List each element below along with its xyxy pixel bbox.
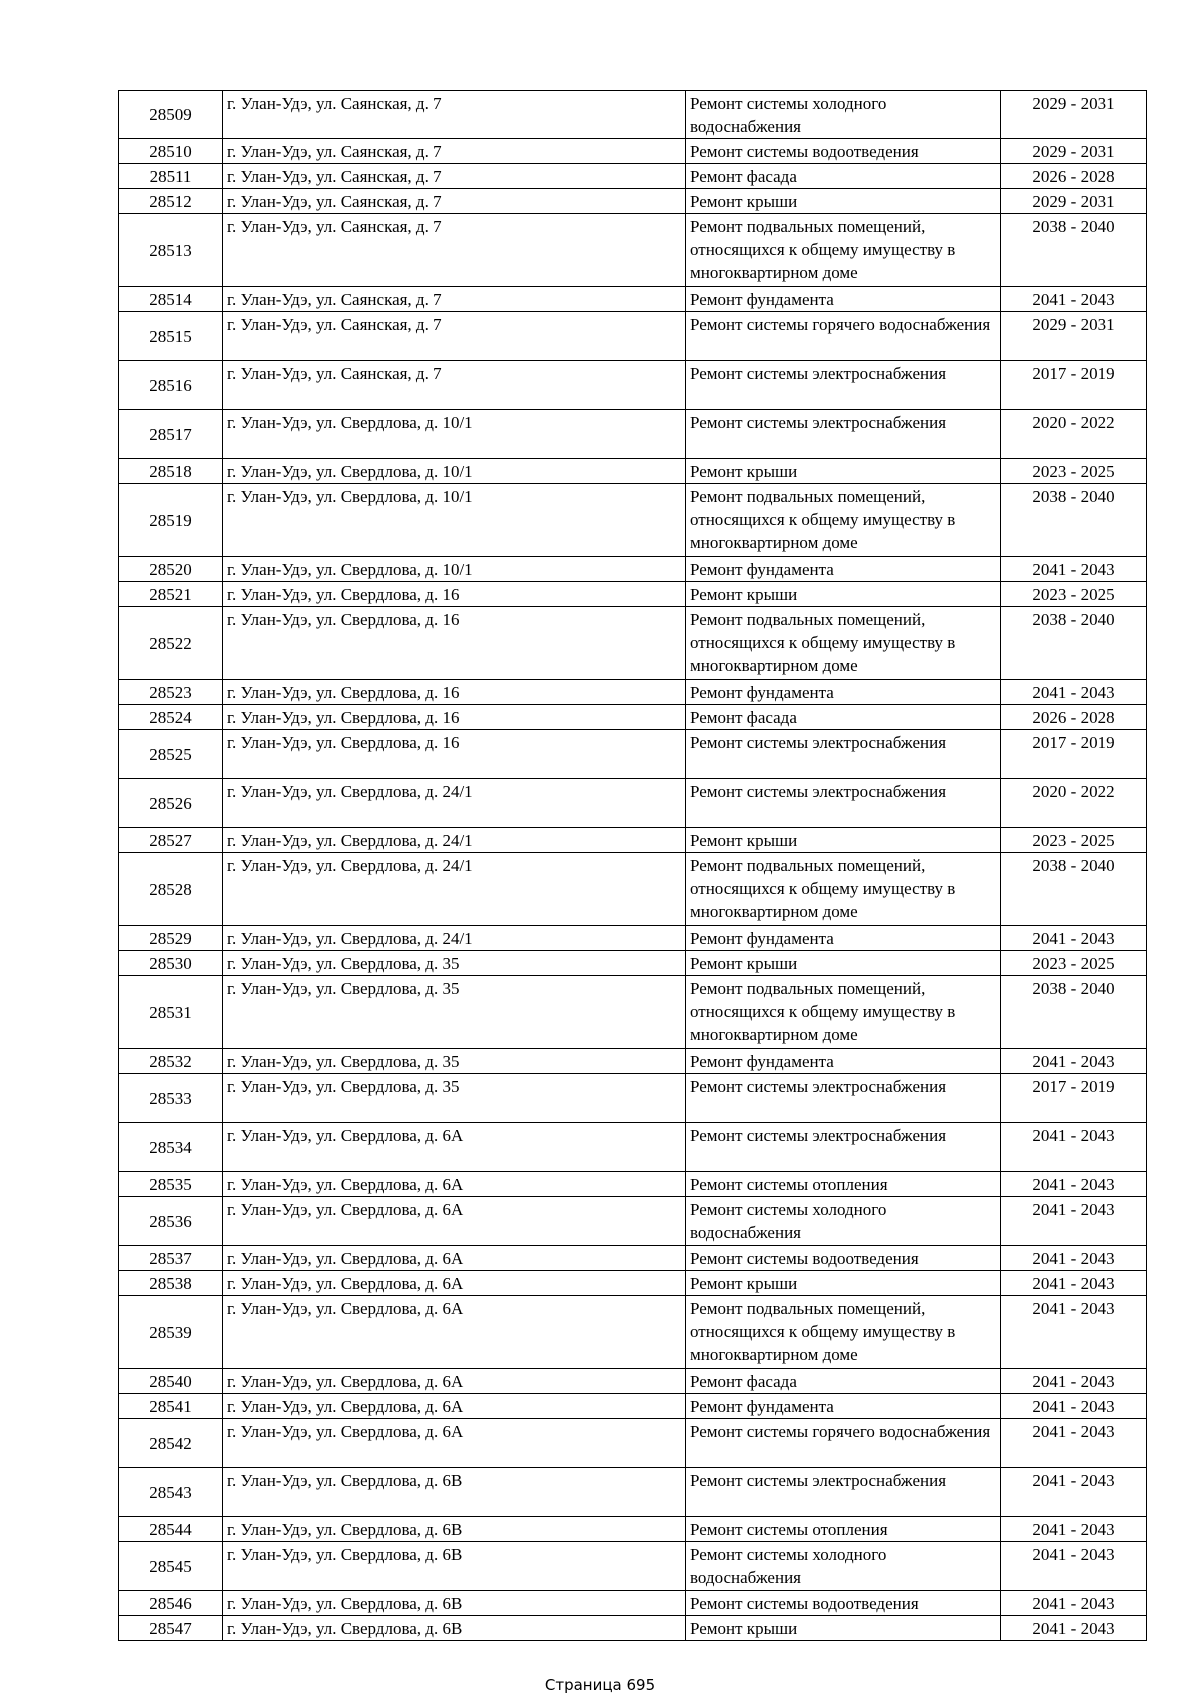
address-cell: г. Улан-Удэ, ул. Свердлова, д. 35 bbox=[223, 951, 686, 976]
row-number: 28526 bbox=[119, 779, 223, 828]
period-cell: 2041 - 2043 bbox=[1001, 1517, 1147, 1542]
work-type-cell: Ремонт системы электроснабжения bbox=[686, 1468, 1001, 1517]
address-cell: г. Улан-Удэ, ул. Саянская, д. 7 bbox=[223, 139, 686, 164]
table-row bbox=[119, 1591, 1147, 1616]
address-cell: г. Улан-Удэ, ул. Саянская, д. 7 bbox=[223, 214, 686, 287]
period-cell: 2041 - 2043 bbox=[1001, 1271, 1147, 1296]
row-number: 28544 bbox=[119, 1517, 223, 1542]
table-row bbox=[119, 730, 1147, 779]
work-type-cell: Ремонт системы водоотведения bbox=[686, 1246, 1001, 1271]
table-row bbox=[119, 976, 1147, 1049]
work-type-cell: Ремонт крыши bbox=[686, 1616, 1001, 1641]
table-row bbox=[119, 1246, 1147, 1271]
work-type-cell: Ремонт подвальных помещений, относящихся к общему имуществу в многоквартирном доме bbox=[686, 607, 1001, 680]
row-number: 28515 bbox=[119, 312, 223, 361]
address-cell: г. Улан-Удэ, ул. Свердлова, д. 6А bbox=[223, 1123, 686, 1172]
address-cell: г. Улан-Удэ, ул. Свердлова, д. 10/1 bbox=[223, 410, 686, 459]
table-row bbox=[119, 214, 1147, 287]
address-cell: г. Улан-Удэ, ул. Свердлова, д. 6В bbox=[223, 1542, 686, 1591]
row-number: 28543 bbox=[119, 1468, 223, 1517]
row-number: 28513 bbox=[119, 214, 223, 287]
period-cell: 2038 - 2040 bbox=[1001, 976, 1147, 1049]
address-cell: г. Улан-Удэ, ул. Свердлова, д. 6А bbox=[223, 1296, 686, 1369]
work-type-cell: Ремонт системы горячего водоснабжения bbox=[686, 1419, 1001, 1468]
row-number: 28546 bbox=[119, 1591, 223, 1616]
table-row bbox=[119, 1049, 1147, 1074]
work-type-cell: Ремонт системы электроснабжения bbox=[686, 779, 1001, 828]
repair-schedule-table bbox=[118, 90, 1147, 1641]
period-cell: 2041 - 2043 bbox=[1001, 1197, 1147, 1246]
table-row bbox=[119, 312, 1147, 361]
period-cell: 2023 - 2025 bbox=[1001, 951, 1147, 976]
address-cell: г. Улан-Удэ, ул. Свердлова, д. 10/1 bbox=[223, 557, 686, 582]
table-row bbox=[119, 951, 1147, 976]
row-number: 28541 bbox=[119, 1394, 223, 1419]
address-cell: г. Улан-Удэ, ул. Свердлова, д. 16 bbox=[223, 582, 686, 607]
address-cell: г. Улан-Удэ, ул. Свердлова, д. 6А bbox=[223, 1271, 686, 1296]
period-cell: 2020 - 2022 bbox=[1001, 779, 1147, 828]
period-cell: 2023 - 2025 bbox=[1001, 828, 1147, 853]
row-number: 28523 bbox=[119, 680, 223, 705]
row-number: 28522 bbox=[119, 607, 223, 680]
row-number: 28540 bbox=[119, 1369, 223, 1394]
period-cell: 2029 - 2031 bbox=[1001, 91, 1147, 139]
work-type-cell: Ремонт крыши bbox=[686, 459, 1001, 484]
row-number: 28516 bbox=[119, 361, 223, 410]
work-type-cell: Ремонт системы электроснабжения bbox=[686, 1123, 1001, 1172]
period-cell: 2038 - 2040 bbox=[1001, 484, 1147, 557]
address-cell: г. Улан-Удэ, ул. Свердлова, д. 6В bbox=[223, 1616, 686, 1641]
row-number: 28517 bbox=[119, 410, 223, 459]
row-number: 28534 bbox=[119, 1123, 223, 1172]
row-number: 28545 bbox=[119, 1542, 223, 1591]
work-type-cell: Ремонт фундамента bbox=[686, 680, 1001, 705]
address-cell: г. Улан-Удэ, ул. Свердлова, д. 6В bbox=[223, 1517, 686, 1542]
work-type-cell: Ремонт фундамента bbox=[686, 287, 1001, 312]
period-cell: 2041 - 2043 bbox=[1001, 680, 1147, 705]
period-cell: 2041 - 2043 bbox=[1001, 287, 1147, 312]
period-cell: 2017 - 2019 bbox=[1001, 361, 1147, 410]
table-row bbox=[119, 1123, 1147, 1172]
work-type-cell: Ремонт системы горячего водоснабжения bbox=[686, 312, 1001, 361]
work-type-cell: Ремонт системы отопления bbox=[686, 1172, 1001, 1197]
work-type-cell: Ремонт подвальных помещений, относящихся к общему имуществу в многоквартирном доме bbox=[686, 976, 1001, 1049]
row-number: 28527 bbox=[119, 828, 223, 853]
work-type-cell: Ремонт крыши bbox=[686, 189, 1001, 214]
row-number: 28535 bbox=[119, 1172, 223, 1197]
row-number: 28518 bbox=[119, 459, 223, 484]
address-cell: г. Улан-Удэ, ул. Свердлова, д. 35 bbox=[223, 1049, 686, 1074]
address-cell: г. Улан-Удэ, ул. Свердлова, д. 24/1 bbox=[223, 779, 686, 828]
address-cell: г. Улан-Удэ, ул. Свердлова, д. 10/1 bbox=[223, 459, 686, 484]
row-number: 28538 bbox=[119, 1271, 223, 1296]
period-cell: 2023 - 2025 bbox=[1001, 582, 1147, 607]
work-type-cell: Ремонт фундамента bbox=[686, 1394, 1001, 1419]
table-row bbox=[119, 828, 1147, 853]
period-cell: 2029 - 2031 bbox=[1001, 312, 1147, 361]
address-cell: г. Улан-Удэ, ул. Свердлова, д. 16 bbox=[223, 730, 686, 779]
address-cell: г. Улан-Удэ, ул. Свердлова, д. 24/1 bbox=[223, 853, 686, 926]
row-number: 28512 bbox=[119, 189, 223, 214]
address-cell: г. Улан-Удэ, ул. Саянская, д. 7 bbox=[223, 287, 686, 312]
address-cell: г. Улан-Удэ, ул. Саянская, д. 7 bbox=[223, 164, 686, 189]
work-type-cell: Ремонт подвальных помещений, относящихся к общему имуществу в многоквартирном доме bbox=[686, 214, 1001, 287]
period-cell: 2041 - 2043 bbox=[1001, 926, 1147, 951]
period-cell: 2041 - 2043 bbox=[1001, 1172, 1147, 1197]
period-cell: 2041 - 2043 bbox=[1001, 1616, 1147, 1641]
period-cell: 2041 - 2043 bbox=[1001, 1049, 1147, 1074]
work-type-cell: Ремонт подвальных помещений, относящихся к общему имуществу в многоквартирном доме bbox=[686, 484, 1001, 557]
address-cell: г. Улан-Удэ, ул. Саянская, д. 7 bbox=[223, 312, 686, 361]
address-cell: г. Улан-Удэ, ул. Свердлова, д. 16 bbox=[223, 705, 686, 730]
period-cell: 2041 - 2043 bbox=[1001, 1394, 1147, 1419]
work-type-cell: Ремонт системы электроснабжения bbox=[686, 1074, 1001, 1123]
table-row bbox=[119, 164, 1147, 189]
table-row bbox=[119, 1468, 1147, 1517]
period-cell: 2029 - 2031 bbox=[1001, 189, 1147, 214]
table-row bbox=[119, 1296, 1147, 1369]
address-cell: г. Улан-Удэ, ул. Саянская, д. 7 bbox=[223, 361, 686, 410]
row-number: 28547 bbox=[119, 1616, 223, 1641]
work-type-cell: Ремонт системы холодного водоснабжения bbox=[686, 91, 1001, 139]
row-number: 28514 bbox=[119, 287, 223, 312]
table-row bbox=[119, 1074, 1147, 1123]
address-cell: г. Улан-Удэ, ул. Свердлова, д. 6А bbox=[223, 1172, 686, 1197]
work-type-cell: Ремонт системы холодного водоснабжения bbox=[686, 1197, 1001, 1246]
period-cell: 2041 - 2043 bbox=[1001, 1419, 1147, 1468]
work-type-cell: Ремонт крыши bbox=[686, 951, 1001, 976]
table-row bbox=[119, 410, 1147, 459]
work-type-cell: Ремонт системы водоотведения bbox=[686, 1591, 1001, 1616]
table-row bbox=[119, 779, 1147, 828]
table-row bbox=[119, 607, 1147, 680]
period-cell: 2038 - 2040 bbox=[1001, 607, 1147, 680]
period-cell: 2041 - 2043 bbox=[1001, 1246, 1147, 1271]
row-number: 28509 bbox=[119, 91, 223, 139]
table-row bbox=[119, 1394, 1147, 1419]
address-cell: г. Улан-Удэ, ул. Свердлова, д. 16 bbox=[223, 680, 686, 705]
work-type-cell: Ремонт крыши bbox=[686, 828, 1001, 853]
table-row bbox=[119, 1369, 1147, 1394]
period-cell: 2026 - 2028 bbox=[1001, 164, 1147, 189]
period-cell: 2017 - 2019 bbox=[1001, 730, 1147, 779]
work-type-cell: Ремонт системы электроснабжения bbox=[686, 410, 1001, 459]
address-cell: г. Улан-Удэ, ул. Свердлова, д. 6В bbox=[223, 1468, 686, 1517]
period-cell: 2026 - 2028 bbox=[1001, 705, 1147, 730]
table-row bbox=[119, 1616, 1147, 1641]
table-row bbox=[119, 1419, 1147, 1468]
row-number: 28511 bbox=[119, 164, 223, 189]
period-cell: 2023 - 2025 bbox=[1001, 459, 1147, 484]
table-row bbox=[119, 139, 1147, 164]
table-row bbox=[119, 1542, 1147, 1591]
period-cell: 2041 - 2043 bbox=[1001, 1296, 1147, 1369]
row-number: 28536 bbox=[119, 1197, 223, 1246]
table-row bbox=[119, 189, 1147, 214]
work-type-cell: Ремонт системы электроснабжения bbox=[686, 730, 1001, 779]
row-number: 28530 bbox=[119, 951, 223, 976]
table-row bbox=[119, 484, 1147, 557]
period-cell: 2041 - 2043 bbox=[1001, 1369, 1147, 1394]
table-row bbox=[119, 557, 1147, 582]
work-type-cell: Ремонт фундамента bbox=[686, 926, 1001, 951]
table-row bbox=[119, 361, 1147, 410]
table-row bbox=[119, 853, 1147, 926]
row-number: 28525 bbox=[119, 730, 223, 779]
work-type-cell: Ремонт фасада bbox=[686, 705, 1001, 730]
address-cell: г. Улан-Удэ, ул. Свердлова, д. 6А bbox=[223, 1419, 686, 1468]
table-row bbox=[119, 1172, 1147, 1197]
row-number: 28510 bbox=[119, 139, 223, 164]
table-row bbox=[119, 1197, 1147, 1246]
row-number: 28531 bbox=[119, 976, 223, 1049]
work-type-cell: Ремонт системы водоотведения bbox=[686, 139, 1001, 164]
period-cell: 2041 - 2043 bbox=[1001, 1542, 1147, 1591]
period-cell: 2038 - 2040 bbox=[1001, 853, 1147, 926]
period-cell: 2038 - 2040 bbox=[1001, 214, 1147, 287]
row-number: 28539 bbox=[119, 1296, 223, 1369]
address-cell: г. Улан-Удэ, ул. Свердлова, д. 6А bbox=[223, 1369, 686, 1394]
page-number: Страница 695 bbox=[544, 1676, 656, 1694]
row-number: 28542 bbox=[119, 1419, 223, 1468]
table-row bbox=[119, 705, 1147, 730]
table-row bbox=[119, 1271, 1147, 1296]
row-number: 28537 bbox=[119, 1246, 223, 1271]
work-type-cell: Ремонт системы отопления bbox=[686, 1517, 1001, 1542]
work-type-cell: Ремонт подвальных помещений, относящихся к общему имуществу в многоквартирном доме bbox=[686, 1296, 1001, 1369]
period-cell: 2020 - 2022 bbox=[1001, 410, 1147, 459]
address-cell: г. Улан-Удэ, ул. Свердлова, д. 35 bbox=[223, 976, 686, 1049]
period-cell: 2041 - 2043 bbox=[1001, 1123, 1147, 1172]
period-cell: 2029 - 2031 bbox=[1001, 139, 1147, 164]
address-cell: г. Улан-Удэ, ул. Свердлова, д. 16 bbox=[223, 607, 686, 680]
table-row bbox=[119, 926, 1147, 951]
row-number: 28532 bbox=[119, 1049, 223, 1074]
work-type-cell: Ремонт системы электроснабжения bbox=[686, 361, 1001, 410]
row-number: 28533 bbox=[119, 1074, 223, 1123]
row-number: 28524 bbox=[119, 705, 223, 730]
table-row bbox=[119, 91, 1147, 139]
address-cell: г. Улан-Удэ, ул. Свердлова, д. 24/1 bbox=[223, 828, 686, 853]
table-row bbox=[119, 459, 1147, 484]
table-row bbox=[119, 287, 1147, 312]
address-cell: г. Улан-Удэ, ул. Саянская, д. 7 bbox=[223, 91, 686, 139]
address-cell: г. Улан-Удэ, ул. Свердлова, д. 6А bbox=[223, 1246, 686, 1271]
address-cell: г. Улан-Удэ, ул. Свердлова, д. 10/1 bbox=[223, 484, 686, 557]
address-cell: г. Улан-Удэ, ул. Свердлова, д. 6А bbox=[223, 1197, 686, 1246]
address-cell: г. Улан-Удэ, ул. Свердлова, д. 6А bbox=[223, 1394, 686, 1419]
row-number: 28529 bbox=[119, 926, 223, 951]
work-type-cell: Ремонт фундамента bbox=[686, 1049, 1001, 1074]
work-type-cell: Ремонт фасада bbox=[686, 1369, 1001, 1394]
row-number: 28520 bbox=[119, 557, 223, 582]
period-cell: 2017 - 2019 bbox=[1001, 1074, 1147, 1123]
table-row bbox=[119, 1517, 1147, 1542]
row-number: 28519 bbox=[119, 484, 223, 557]
work-type-cell: Ремонт крыши bbox=[686, 1271, 1001, 1296]
work-type-cell: Ремонт крыши bbox=[686, 582, 1001, 607]
work-type-cell: Ремонт системы холодного водоснабжения bbox=[686, 1542, 1001, 1591]
table-row bbox=[119, 680, 1147, 705]
address-cell: г. Улан-Удэ, ул. Свердлова, д. 35 bbox=[223, 1074, 686, 1123]
address-cell: г. Улан-Удэ, ул. Свердлова, д. 6В bbox=[223, 1591, 686, 1616]
table-row bbox=[119, 582, 1147, 607]
address-cell: г. Улан-Удэ, ул. Саянская, д. 7 bbox=[223, 189, 686, 214]
period-cell: 2041 - 2043 bbox=[1001, 1591, 1147, 1616]
period-cell: 2041 - 2043 bbox=[1001, 557, 1147, 582]
row-number: 28528 bbox=[119, 853, 223, 926]
row-number: 28521 bbox=[119, 582, 223, 607]
work-type-cell: Ремонт подвальных помещений, относящихся к общему имуществу в многоквартирном доме bbox=[686, 853, 1001, 926]
work-type-cell: Ремонт фундамента bbox=[686, 557, 1001, 582]
period-cell: 2041 - 2043 bbox=[1001, 1468, 1147, 1517]
work-type-cell: Ремонт фасада bbox=[686, 164, 1001, 189]
address-cell: г. Улан-Удэ, ул. Свердлова, д. 24/1 bbox=[223, 926, 686, 951]
